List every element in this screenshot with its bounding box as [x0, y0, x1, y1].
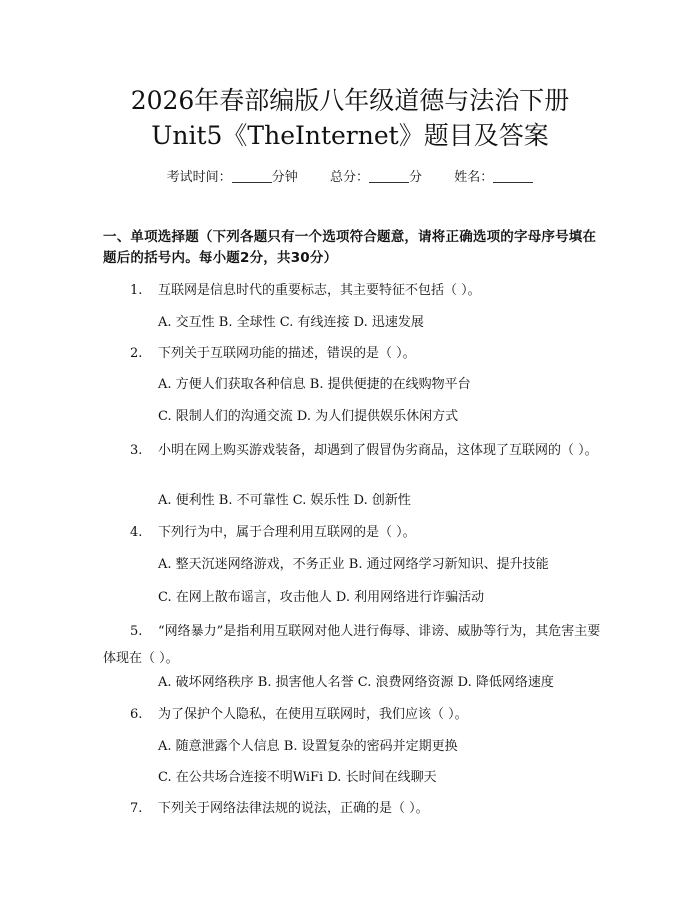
- section-heading: 一、单项选择题（下列各题只有一个选项符合题意，请将正确选项的字母序号填在题后的括号内。每小题2分，共30分）: [103, 229, 597, 266]
- score-blank: [369, 170, 409, 183]
- question-4-options-1: A. 整天沉迷网络游戏，不务正业 B. 通过网络学习新知识、提升技能: [158, 557, 549, 572]
- score-label: 总分：: [329, 170, 369, 185]
- question-text: “网络暴力”是指利用互联网对他人进行侮辱、诽谤、威胁等行为，其危害主要体现在（ ）。: [103, 624, 601, 666]
- question-6-options-2: C. 在公共场合连接不明WiFi D. 长时间在线聊天: [158, 770, 437, 785]
- question-2-options-2: C. 限制人们的沟通交流 D. 为人们提供娱乐休闲方式: [158, 409, 459, 424]
- name-label: 姓名：: [454, 170, 494, 185]
- question-text: 小明在网上购买游戏装备，却遇到了假冒伪劣商品，这体现了互联网的（ ）。: [158, 443, 598, 458]
- document-title-line-1: 2026年春部编版八年级道德与法治下册: [130, 86, 570, 115]
- question-text: 为了保护个人隐私，在使用互联网时，我们应该（ ）。: [158, 707, 468, 722]
- question-number: 1.: [130, 283, 143, 298]
- question-6: [130, 706, 468, 724]
- question-4-options-2: C. 在网上散布谣言，攻击他人 D. 利用网络进行诈骗活动: [158, 590, 485, 605]
- question-number: 3.: [130, 443, 143, 458]
- question-number: 6.: [130, 707, 143, 722]
- question-3-options: A. 便利性 B. 不可靠性 C. 娱乐性 D. 创新性: [158, 493, 411, 508]
- question-3: [103, 437, 603, 464]
- exam-meta-row: [0, 169, 700, 187]
- name-blank: [493, 170, 533, 183]
- question-number: 5.: [130, 624, 143, 639]
- score-unit: 分: [409, 170, 423, 185]
- question-number: 2.: [130, 346, 143, 361]
- question-number: 7.: [130, 801, 143, 816]
- time-label: 考试时间：: [166, 170, 232, 185]
- time-unit: 分钟: [271, 170, 298, 185]
- question-1-options: A. 交互性 B. 全球性 C. 有线连接 D. 迅速发展: [158, 315, 424, 330]
- question-2: [130, 345, 416, 363]
- question-6-options-1: A. 随意泄露个人信息 B. 设置复杂的密码并定期更换: [158, 739, 458, 754]
- question-7: [130, 800, 429, 818]
- question-4: [130, 524, 416, 542]
- question-text: 互联网是信息时代的重要标志，其主要特征不包括（ ）。: [158, 283, 481, 298]
- question-1: [130, 282, 481, 300]
- document-title-line-2: Unit5《TheInternet》题目及答案: [151, 121, 549, 150]
- question-5: [103, 618, 603, 672]
- question-5-options: A. 破坏网络秩序 B. 损害他人名誉 C. 浪费网络资源 D. 降低网络速度: [158, 675, 554, 690]
- question-2-options-1: A. 方便人们获取各种信息 B. 提供便捷的在线购物平台: [158, 377, 471, 392]
- question-text: 下列关于互联网功能的描述，错误的是（ ）。: [158, 346, 416, 361]
- question-text: 下列关于网络法律法规的说法，正确的是（ ）。: [158, 801, 429, 816]
- time-blank: [232, 170, 272, 183]
- question-number: 4.: [130, 525, 143, 540]
- question-text: 下列行为中，属于合理利用互联网的是（ ）。: [158, 525, 416, 540]
